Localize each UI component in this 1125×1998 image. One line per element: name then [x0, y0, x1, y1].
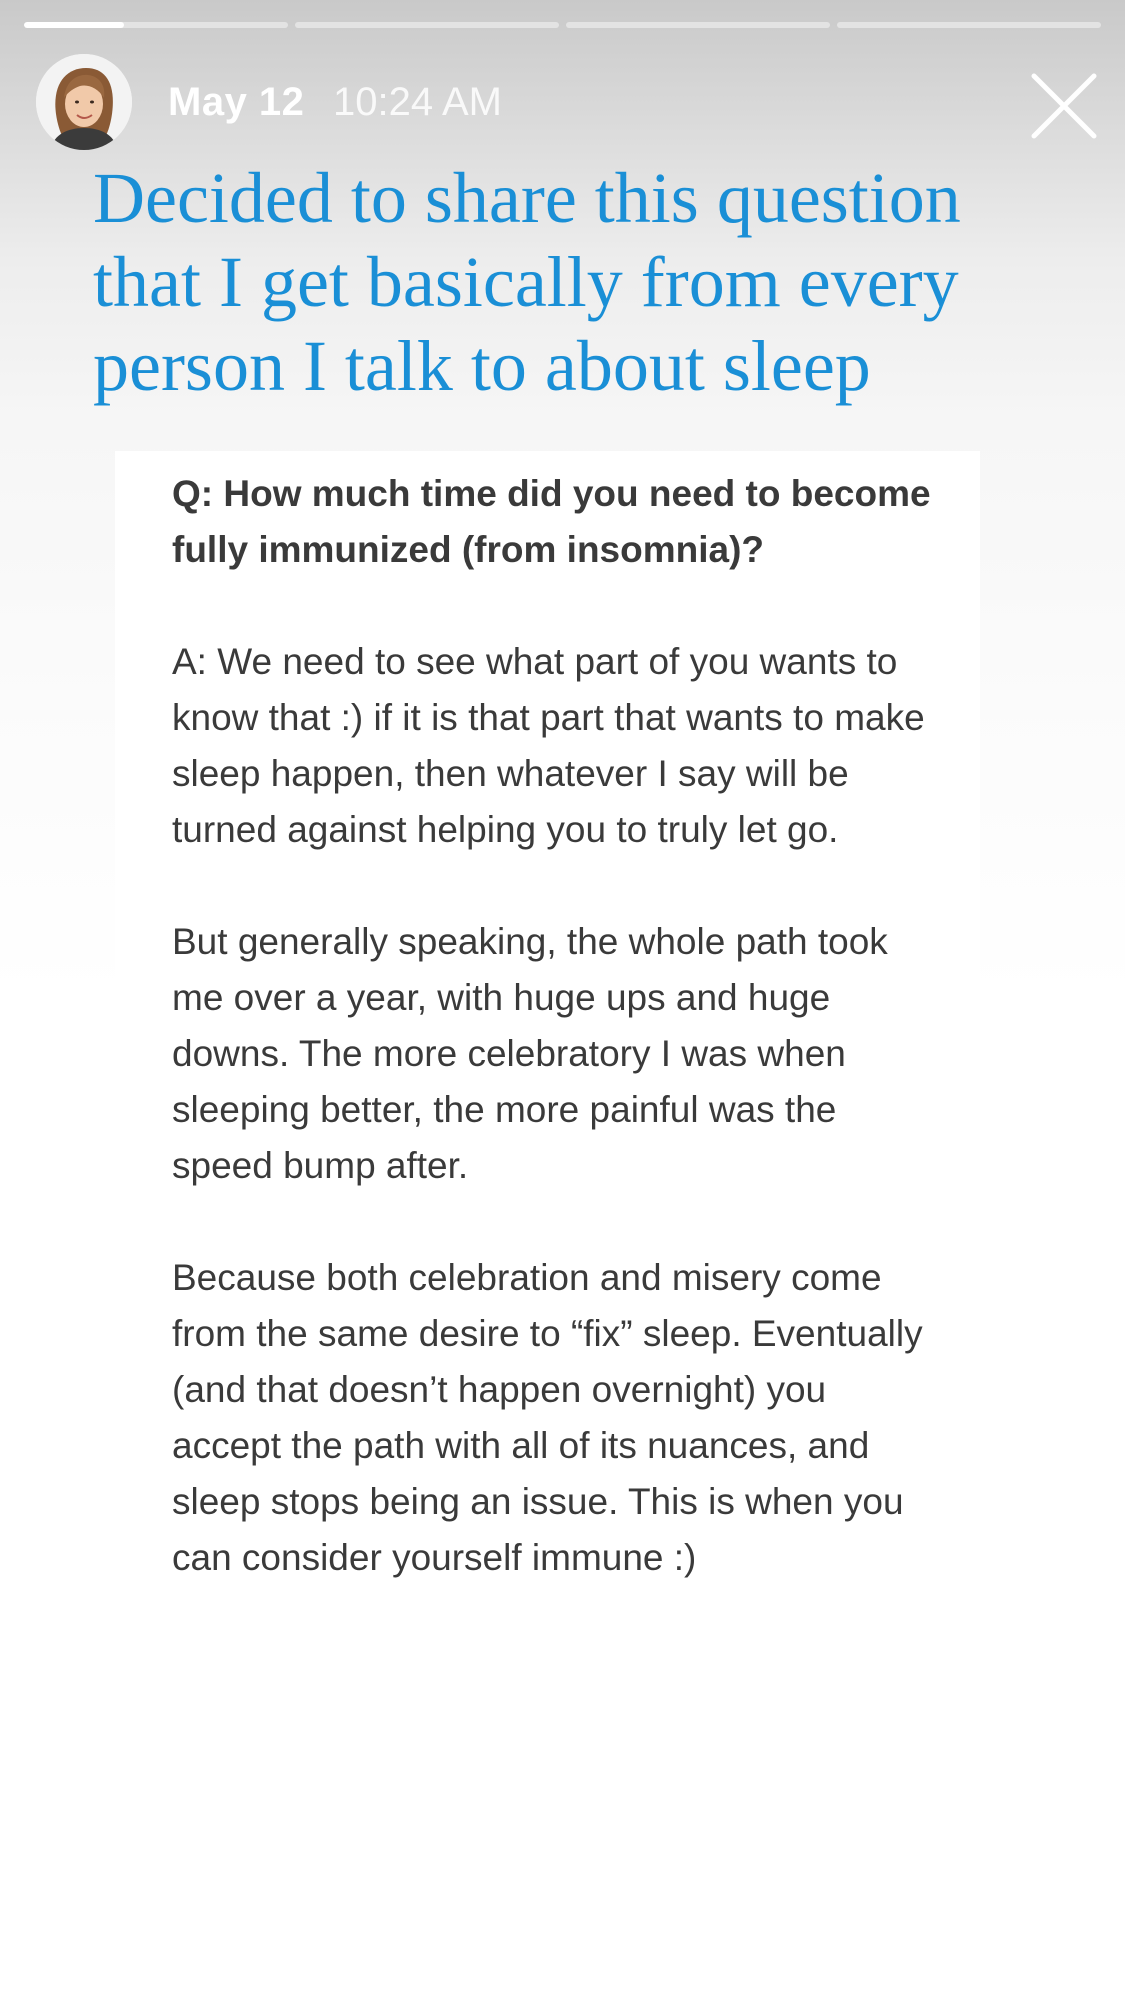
answer-paragraph: But generally speaking, the whole path took me over a year, with huge ups and huge downs. The more celebratory I was when sleeping better, the more painful was the speed bump after.: [172, 921, 888, 1186]
progress-segment: [295, 22, 559, 28]
close-button[interactable]: [1026, 68, 1102, 144]
story-header: [0, 50, 1125, 154]
avatar-image: [36, 54, 132, 150]
progress-segment: [24, 22, 288, 28]
progress-fill: [24, 22, 124, 28]
answer-paragraph: A: We need to see what part of you wants to know that :) if it is that part that wants to make sleep happen, then whatever I say will be turned against helping you to truly let go.: [172, 641, 925, 850]
avatar[interactable]: [36, 54, 132, 150]
close-icon: [1026, 68, 1102, 144]
story-progress-bar: [24, 22, 1101, 28]
question-text: Q: How much time did you need to become fully immunized (from insomnia)?: [172, 473, 931, 570]
progress-segment: [837, 22, 1101, 28]
progress-segment: [566, 22, 830, 28]
story-headline: Decided to share this question that I get basically from every person I talk to about sleep: [93, 158, 961, 406]
qa-text-block: [172, 466, 932, 1642]
answer-paragraph: Because both celebration and misery come from the same desire to “fix” sleep. Eventually (and that doesn’t happen overnight) you accept the path with all of its nuances, and sleep stops being an issue. This is when you can consider yourself immune :): [172, 1257, 923, 1578]
story-date-label[interactable]: May 12: [168, 80, 305, 124]
story-timestamp: 10:24 AM: [333, 80, 503, 124]
